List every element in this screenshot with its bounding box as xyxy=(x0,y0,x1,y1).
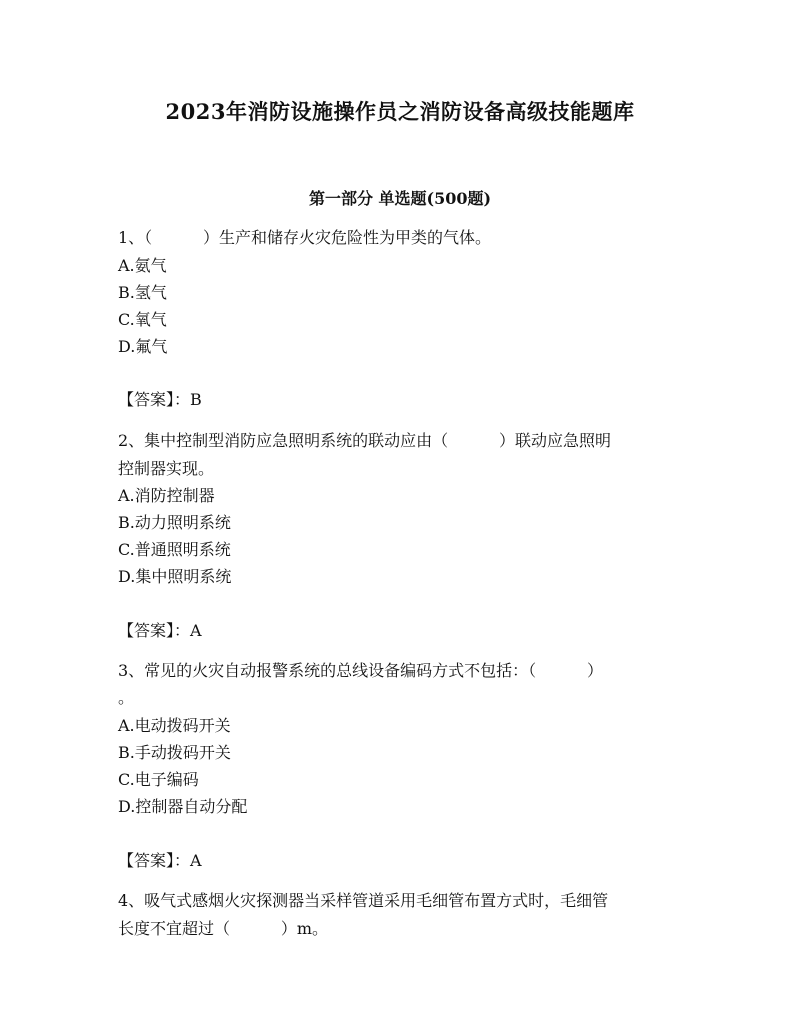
question-1-answer: 【答案】：B xyxy=(118,390,202,409)
question-2-answer: 【答案】：A xyxy=(118,621,202,640)
question-1-stem: 1、（ ）生产和储存火灾危险性为甲类的气体。 xyxy=(118,228,492,247)
question-2-option-c: C.普通照明系统 xyxy=(118,540,231,559)
question-4-stem-line-1: 4、吸气式感烟火灾探测器当采样管道采用毛细管布置方式时，毛细管 xyxy=(118,891,609,910)
question-3-answer: 【答案】：A xyxy=(118,851,202,870)
question-3-option-c: C.电子编码 xyxy=(118,770,199,789)
question-1-option-c: C.氧气 xyxy=(118,310,167,329)
question-2-option-b: B.动力照明系统 xyxy=(118,513,231,532)
question-3-option-a: A.电动拨码开关 xyxy=(118,716,231,735)
question-1-option-b: B.氢气 xyxy=(118,283,167,302)
question-2-option-a: A.消防控制器 xyxy=(118,486,215,505)
document-title: 2023年消防设施操作员之消防设备高级技能题库 xyxy=(165,99,635,124)
question-2-stem-line-1: 2、集中控制型消防应急照明系统的联动应由（ ）联动应急照明 xyxy=(118,431,612,450)
section-title: 第一部分 单选题(500题) xyxy=(308,189,492,208)
question-2-stem-line-2: 控制器实现。 xyxy=(118,459,215,478)
question-2-option-d: D.集中照明系统 xyxy=(118,567,232,586)
question-3-stem-line-2: 。 xyxy=(118,688,135,707)
question-1-option-d: D.氟气 xyxy=(118,337,168,356)
question-1-option-a: A.氨气 xyxy=(118,256,167,275)
question-3-option-b: B.手动拨码开关 xyxy=(118,743,231,762)
question-3-option-d: D.控制器自动分配 xyxy=(118,797,248,816)
question-4-stem-line-2: 长度不宜超过（ ）m。 xyxy=(118,919,329,938)
question-3-stem-line-1: 3、常见的火灾自动报警系统的总线设备编码方式不包括：（ ） xyxy=(118,661,604,680)
